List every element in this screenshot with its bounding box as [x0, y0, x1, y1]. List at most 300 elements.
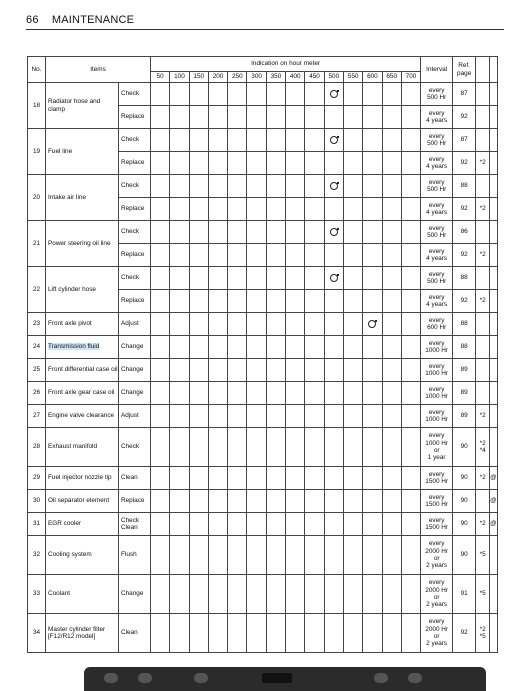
- interval-line: 1000 Hr: [425, 393, 449, 400]
- hour-cell: [324, 405, 343, 428]
- row-item-label: Exhaust manifold: [48, 443, 98, 451]
- table-row: [28, 129, 498, 152]
- hour-cell: [401, 198, 420, 221]
- row-extra: [490, 405, 498, 428]
- hour-cell: [305, 405, 324, 428]
- row-action: Check: [119, 83, 151, 106]
- interval-line: every: [428, 432, 445, 440]
- hour-cell: [228, 490, 247, 513]
- row-action: Clean: [119, 614, 151, 653]
- hour-cell: [170, 513, 189, 536]
- hour-cell: [247, 614, 266, 653]
- row-note: [476, 267, 490, 290]
- hour-cell: [401, 614, 420, 653]
- row-interval: [421, 359, 453, 382]
- hour-cell: [170, 267, 189, 290]
- hour-150: 150: [189, 72, 208, 83]
- row-interval: [421, 490, 453, 513]
- row-interval: [421, 336, 453, 359]
- hour-cell: [363, 244, 382, 267]
- row-ref-page: 92: [453, 290, 476, 313]
- row-action: Adjust: [119, 405, 151, 428]
- hour-cell: [382, 336, 401, 359]
- hour-cell: [228, 382, 247, 405]
- hour-cell: [189, 152, 208, 175]
- hour-cell: [324, 575, 343, 614]
- viewer-toolbar: [84, 667, 486, 691]
- interval-line: every: [428, 516, 445, 524]
- row-extra: [490, 575, 498, 614]
- table-row: [28, 614, 498, 653]
- interval-line: 600 Hr: [427, 324, 447, 331]
- hour-cell: [324, 106, 343, 129]
- hour-cell: [266, 198, 285, 221]
- hour-cell: [170, 614, 189, 653]
- hour-cell: [286, 83, 305, 106]
- hour-cell: [363, 536, 382, 575]
- row-number: 29: [28, 467, 46, 490]
- row-note: *5: [476, 575, 490, 614]
- row-item: [46, 313, 119, 336]
- row-action: Replace: [119, 152, 151, 175]
- hour-cell: [382, 221, 401, 244]
- hour-cell: [151, 513, 170, 536]
- hour-cell: [324, 428, 343, 467]
- hour-cell: [305, 428, 324, 467]
- col-header-no: No.: [28, 57, 46, 83]
- hour-50: 50: [151, 72, 170, 83]
- hour-cell: [305, 152, 324, 175]
- row-action: Check: [119, 428, 151, 467]
- interval-line: 2 years: [426, 601, 448, 609]
- row-note: *2: [476, 198, 490, 221]
- hour-cell: [170, 221, 189, 244]
- table-row: [28, 267, 498, 290]
- row-extra: [490, 106, 498, 129]
- row-ref-page: 90: [453, 513, 476, 536]
- hour-cell: [363, 336, 382, 359]
- hour-cell: [208, 382, 227, 405]
- row-extra: [490, 614, 498, 653]
- interval-line: or: [433, 633, 440, 640]
- row-action: Replace: [119, 244, 151, 267]
- hour-cell: [382, 513, 401, 536]
- hour-cell: [247, 490, 266, 513]
- row-note: *2: [476, 467, 490, 490]
- row-note: *2 *4: [476, 428, 490, 467]
- row-note: *2: [476, 152, 490, 175]
- hour-cell: [189, 513, 208, 536]
- row-interval: [421, 614, 453, 653]
- hour-cell: [286, 467, 305, 490]
- row-item-label: Coolant: [48, 590, 71, 598]
- hour-cell: [401, 221, 420, 244]
- interval-line: every: [428, 247, 445, 255]
- hour-cell: [247, 152, 266, 175]
- hour-cell: [189, 575, 208, 614]
- hour-cell: [401, 336, 420, 359]
- check-mark-icon: [368, 320, 376, 328]
- interval-line: every: [428, 270, 445, 278]
- interval-line: or: [433, 594, 440, 601]
- row-ref-page: 92: [453, 244, 476, 267]
- hour-cell: [363, 175, 382, 198]
- hour-cell: [266, 513, 285, 536]
- toolbar-button[interactable]: [262, 673, 292, 683]
- hour-400: 400: [286, 72, 305, 83]
- hour-cell: [228, 175, 247, 198]
- hour-cell: [286, 106, 305, 129]
- hour-cell: [324, 313, 343, 336]
- hour-300: 300: [247, 72, 266, 83]
- hour-cell: [363, 152, 382, 175]
- hour-cell: [228, 221, 247, 244]
- header-row: [28, 57, 498, 72]
- interval-line: every: [428, 470, 445, 478]
- hour-cell: [189, 467, 208, 490]
- hour-cell: [247, 106, 266, 129]
- row-item-label: Front axle pivot: [48, 320, 92, 328]
- hour-cell: [343, 198, 362, 221]
- row-ref-page: 91: [453, 575, 476, 614]
- hour-cell: [305, 513, 324, 536]
- hour-cell: [343, 575, 362, 614]
- row-interval: [421, 536, 453, 575]
- hour-cell: [382, 267, 401, 290]
- hour-cell: [151, 152, 170, 175]
- hour-cell: [208, 152, 227, 175]
- hour-cell: [324, 490, 343, 513]
- row-number: 31: [28, 513, 46, 536]
- row-item-label: Lift cylinder hose: [48, 285, 96, 293]
- interval-line: 2 years: [426, 562, 448, 570]
- table-row: [28, 490, 498, 513]
- row-extra: [490, 83, 498, 106]
- hour-cell: [363, 490, 382, 513]
- hour-cell: [305, 83, 324, 106]
- row-extra: [490, 536, 498, 575]
- row-interval: [421, 244, 453, 267]
- hour-cell: [343, 106, 362, 129]
- hour-cell: [401, 83, 420, 106]
- hour-cell: [324, 513, 343, 536]
- row-item-label: Intake air line: [48, 193, 87, 201]
- hour-cell: [305, 359, 324, 382]
- hour-cell: [324, 290, 343, 313]
- hour-cell: [266, 467, 285, 490]
- row-item-label: Radiator hose and clamp: [48, 98, 101, 113]
- hour-cell: [170, 382, 189, 405]
- hour-cell: [286, 536, 305, 575]
- hour-cell: [266, 313, 285, 336]
- hour-cell: [286, 175, 305, 198]
- hour-cell: [228, 359, 247, 382]
- hour-cell: [247, 129, 266, 152]
- interval-line: 500 Hr: [427, 94, 447, 101]
- col-header-ref: Ref. page: [453, 57, 476, 83]
- section-title: MAINTENANCE: [51, 14, 135, 26]
- hour-cell: [208, 359, 227, 382]
- row-number: 18: [28, 83, 46, 129]
- hour-500: 500: [324, 72, 343, 83]
- interval-line: every: [428, 178, 445, 186]
- row-item-label: Master cylinder filter [F12/R12 model]: [48, 625, 106, 640]
- hour-cell: [363, 290, 382, 313]
- hour-cell: [189, 428, 208, 467]
- col-header-items: Items: [46, 57, 151, 83]
- hour-cell: [343, 221, 362, 244]
- hour-cell: [247, 575, 266, 614]
- hour-cell: [228, 244, 247, 267]
- hour-cell: [363, 428, 382, 467]
- hour-cell: [286, 513, 305, 536]
- row-note: *2: [476, 513, 490, 536]
- hour-cell: [324, 175, 343, 198]
- interval-line: 500 Hr: [427, 140, 447, 147]
- hour-cell: [382, 106, 401, 129]
- hour-cell: [324, 614, 343, 653]
- hour-cell: [208, 575, 227, 614]
- row-item-label: Cooling system: [48, 551, 92, 559]
- interval-line: 4 years: [426, 163, 448, 170]
- row-ref-page: 92: [453, 198, 476, 221]
- hour-cell: [170, 490, 189, 513]
- hour-cell: [401, 513, 420, 536]
- hour-cell: [382, 428, 401, 467]
- row-number: 22: [28, 267, 46, 313]
- hour-100: 100: [170, 72, 189, 83]
- hour-cell: [247, 313, 266, 336]
- row-action: Replace: [119, 290, 151, 313]
- hour-cell: [151, 614, 170, 653]
- hour-cell: [363, 83, 382, 106]
- row-ref-page: 88: [453, 267, 476, 290]
- hour-cell: [305, 467, 324, 490]
- row-item-label: Fuel line: [48, 147, 73, 155]
- hour-cell: [151, 244, 170, 267]
- hour-cell: [286, 129, 305, 152]
- toolbar-button[interactable]: [104, 673, 118, 683]
- row-action: Check: [119, 129, 151, 152]
- hour-cell: [363, 575, 382, 614]
- row-action: Change: [119, 359, 151, 382]
- hour-cell: [305, 267, 324, 290]
- row-number: 23: [28, 313, 46, 336]
- hour-cell: [286, 428, 305, 467]
- hour-cell: [266, 221, 285, 244]
- hour-cell: [305, 536, 324, 575]
- row-ref-page: 86: [453, 221, 476, 244]
- interval-line: 4 years: [426, 117, 448, 124]
- hour-cell: [228, 129, 247, 152]
- hour-cell: [401, 490, 420, 513]
- row-action: Change: [119, 575, 151, 614]
- hour-cell: [324, 83, 343, 106]
- hour-cell: [228, 428, 247, 467]
- hour-cell: [189, 83, 208, 106]
- hour-cell: [266, 336, 285, 359]
- hour-cell: [363, 467, 382, 490]
- hour-cell: [286, 290, 305, 313]
- hour-cell: [189, 359, 208, 382]
- hour-cell: [189, 290, 208, 313]
- hour-cell: [286, 359, 305, 382]
- hour-cell: [208, 106, 227, 129]
- hour-cell: [189, 336, 208, 359]
- toolbar-button[interactable]: [138, 673, 152, 683]
- hour-cell: [363, 106, 382, 129]
- hour-cell: [266, 83, 285, 106]
- hour-cell: [286, 614, 305, 653]
- hour-cell: [228, 467, 247, 490]
- row-item-label: Front axle gear case oil: [48, 389, 115, 397]
- interval-line: 1500 Hr: [425, 478, 449, 485]
- row-note: *2: [476, 244, 490, 267]
- hour-cell: [401, 290, 420, 313]
- hour-cell: [305, 336, 324, 359]
- hour-cell: [324, 336, 343, 359]
- row-action: Flush: [119, 536, 151, 575]
- row-ref-page: 87: [453, 83, 476, 106]
- row-item: [46, 536, 119, 575]
- row-extra: [490, 359, 498, 382]
- hour-cell: [286, 244, 305, 267]
- row-number: 26: [28, 382, 46, 405]
- row-ref-page: 92: [453, 152, 476, 175]
- hour-cell: [305, 198, 324, 221]
- hour-cell: [401, 152, 420, 175]
- hour-cell: [228, 152, 247, 175]
- hour-cell: [363, 129, 382, 152]
- hour-cell: [247, 244, 266, 267]
- hour-cell: [228, 267, 247, 290]
- hour-cell: [382, 290, 401, 313]
- hour-cell: [266, 106, 285, 129]
- row-ref-page: 89: [453, 382, 476, 405]
- hour-cell: [266, 129, 285, 152]
- row-action: Replace: [119, 198, 151, 221]
- row-interval: [421, 152, 453, 175]
- interval-line: 4 years: [426, 255, 448, 262]
- hour-cell: [324, 382, 343, 405]
- hour-cell: [266, 490, 285, 513]
- hour-cell: [151, 536, 170, 575]
- row-action: Check: [119, 221, 151, 244]
- row-ref-page: 90: [453, 536, 476, 575]
- interval-line: every: [428, 109, 445, 117]
- table-row: [28, 467, 498, 490]
- hour-cell: [324, 244, 343, 267]
- interval-line: every: [428, 618, 445, 626]
- row-ref-page: 88: [453, 336, 476, 359]
- hour-cell: [228, 83, 247, 106]
- hour-cell: [286, 313, 305, 336]
- row-extra: @: [490, 513, 498, 536]
- toolbar-button[interactable]: [408, 673, 422, 683]
- toolbar-button[interactable]: [194, 673, 208, 683]
- hour-cell: [401, 244, 420, 267]
- hour-cell: [151, 198, 170, 221]
- hour-cell: [363, 513, 382, 536]
- row-item: [46, 405, 119, 428]
- hour-cell: [208, 83, 227, 106]
- hour-cell: [189, 536, 208, 575]
- row-number: 25: [28, 359, 46, 382]
- hour-cell: [208, 536, 227, 575]
- interval-line: every: [428, 132, 445, 140]
- table-row: [28, 336, 498, 359]
- row-ref-page: 92: [453, 614, 476, 653]
- hour-cell: [170, 428, 189, 467]
- hour-cell: [363, 313, 382, 336]
- row-number: 20: [28, 175, 46, 221]
- hour-cell: [305, 175, 324, 198]
- hour-cell: [324, 536, 343, 575]
- interval-line: 1500 Hr: [425, 501, 449, 508]
- hour-cell: [266, 290, 285, 313]
- check-mark-icon: [330, 136, 338, 144]
- hour-cell: [286, 152, 305, 175]
- row-item: [46, 175, 119, 221]
- hour-cell: [189, 313, 208, 336]
- hour-cell: [151, 267, 170, 290]
- interval-line: every: [428, 493, 445, 501]
- hour-cell: [401, 405, 420, 428]
- row-ref-page: 90: [453, 467, 476, 490]
- hour-cell: [266, 614, 285, 653]
- hour-450: 450: [305, 72, 324, 83]
- hour-cell: [401, 106, 420, 129]
- table-row: [28, 313, 498, 336]
- hour-cell: [208, 313, 227, 336]
- row-extra: [490, 382, 498, 405]
- hour-cell: [170, 313, 189, 336]
- row-interval: [421, 405, 453, 428]
- row-note: [476, 83, 490, 106]
- hour-cell: [189, 244, 208, 267]
- row-item-label: Engine valve clearance: [48, 412, 115, 420]
- row-note: *5: [476, 536, 490, 575]
- hour-cell: [228, 614, 247, 653]
- hour-cell: [343, 290, 362, 313]
- hour-cell: [170, 198, 189, 221]
- hour-cell: [266, 359, 285, 382]
- row-number: 27: [28, 405, 46, 428]
- hour-cell: [170, 575, 189, 614]
- row-extra: [490, 267, 498, 290]
- toolbar-button[interactable]: [374, 673, 388, 683]
- table-row: [28, 382, 498, 405]
- row-interval: [421, 513, 453, 536]
- maintenance-table: [27, 56, 498, 653]
- hour-cell: [208, 467, 227, 490]
- table-row: [28, 359, 498, 382]
- col-header-extra: [490, 57, 498, 83]
- hour-cell: [247, 359, 266, 382]
- table-row: [28, 83, 498, 106]
- hour-cell: [247, 536, 266, 575]
- row-extra: [490, 290, 498, 313]
- hour-cell: [208, 221, 227, 244]
- row-action: Check Clean: [119, 513, 151, 536]
- hour-cell: [343, 513, 362, 536]
- hour-cell: [305, 575, 324, 614]
- hour-cell: [382, 382, 401, 405]
- row-item-label: Oil separator element: [48, 497, 110, 505]
- hour-cell: [382, 313, 401, 336]
- row-extra: [490, 152, 498, 175]
- table-row: [28, 405, 498, 428]
